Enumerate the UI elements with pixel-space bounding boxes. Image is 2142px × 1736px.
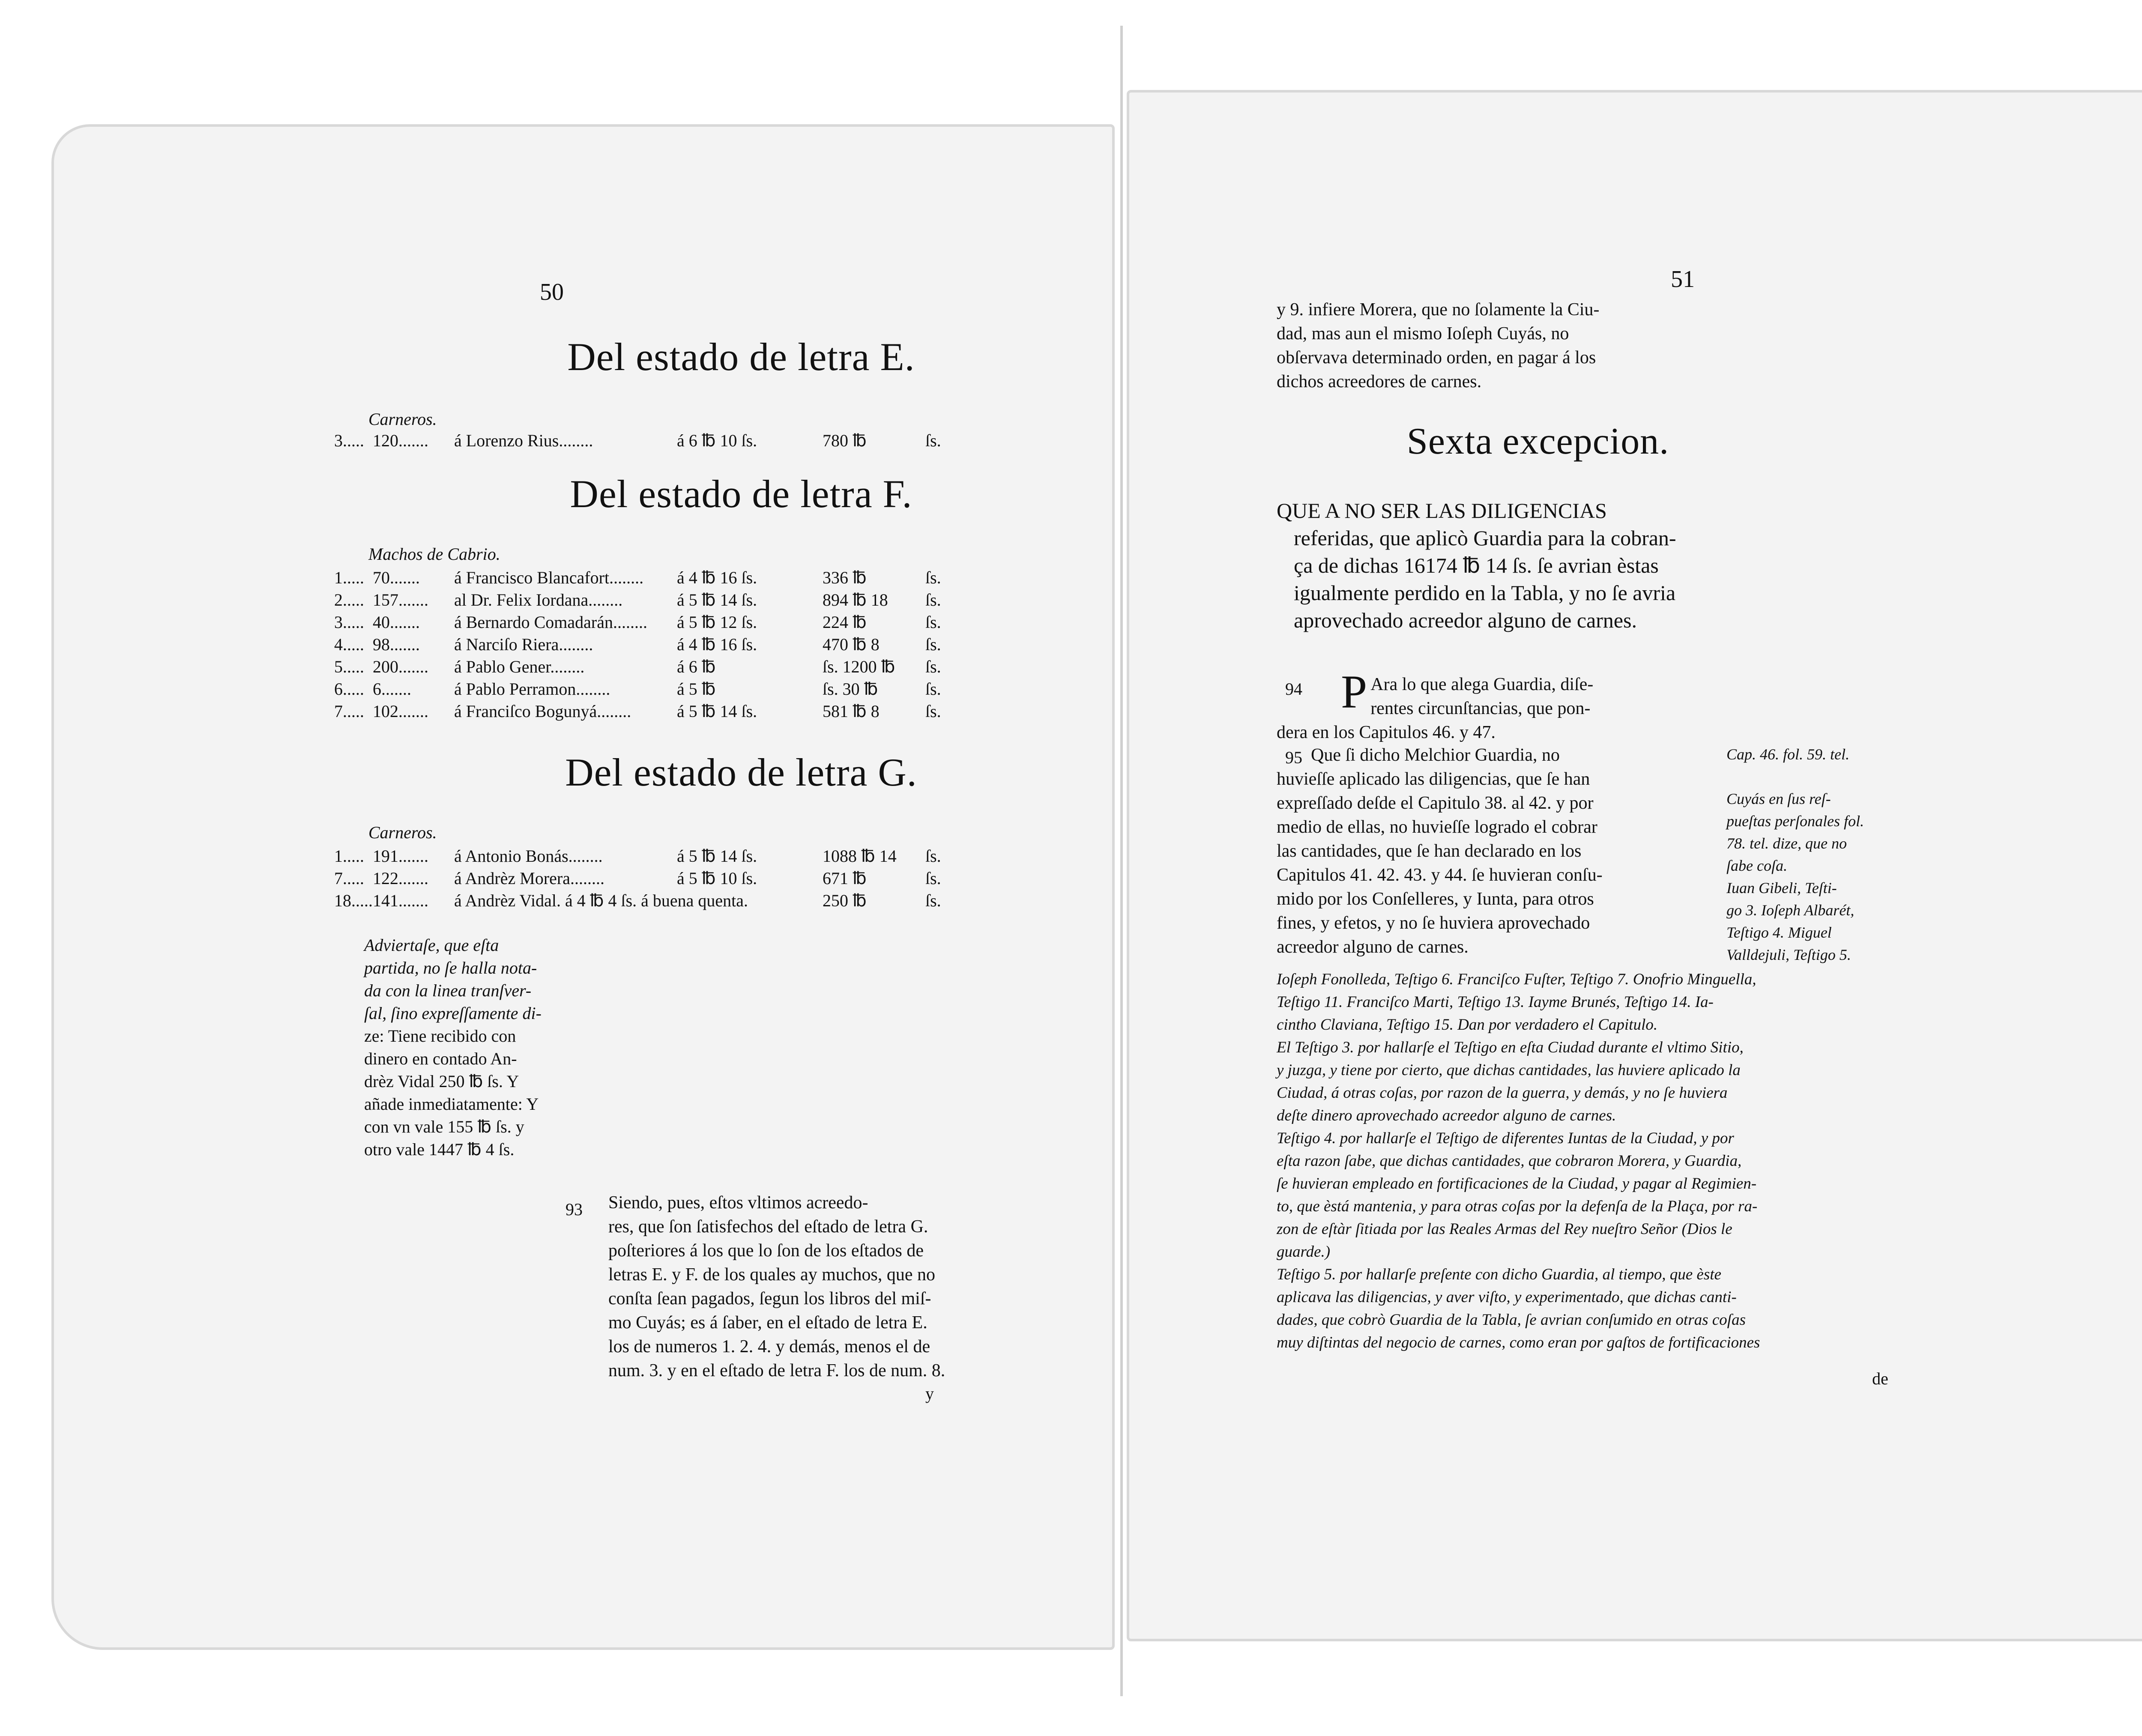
ledger-cell-total: 250 ℔	[823, 891, 867, 910]
section-title-f: Del estado de letra F.	[570, 472, 912, 516]
ledger-cell-qty: 40.......	[373, 613, 420, 632]
text-line: Ciudad, á otras coſas, por razon de la guerra, y demás, y no ſe huviera	[1277, 1084, 1728, 1102]
ledger-cell-total: 1088 ℔ 14	[823, 846, 897, 866]
margin-line: Teſtigo 4. Miguel	[1726, 924, 1832, 941]
text-line: Ara lo que alega Guardia, diſe-	[1370, 675, 1594, 694]
ledger-cell-total: 336 ℔	[823, 568, 867, 587]
note-line: con vn vale 155 ℔ ſs. y	[364, 1117, 524, 1136]
text-line: res, que ſon ſatisfechos del eſtado de letra G.	[608, 1217, 928, 1237]
ledger-cell-qty: 6.......	[373, 679, 411, 699]
text-line: deſte dinero aprovechado acreedor alguno de carnes.	[1277, 1107, 1616, 1124]
text-line: El Teſtigo 3. por hallarſe el Teſtigo en eſta Ciudad durante el vltimo Sitio,	[1277, 1039, 1744, 1056]
margin-line: Cap. 46. fol. 59. tel.	[1726, 746, 1849, 763]
ledger-cell-total: 894 ℔ 18	[823, 590, 888, 610]
text-line: muy diſtintas del negocio de carnes, como eran por gaſtos de fortificaciones	[1277, 1334, 1760, 1351]
ledger-cell-name: á Narciſo Riera........	[454, 635, 593, 654]
witness-testimony	[1277, 968, 1898, 1354]
margin-line: Iuan Gibeli, Teſti-	[1726, 879, 1837, 896]
ledger-cell-name: á Andrèz Morera........	[454, 869, 604, 888]
ledger-cell-total: ſs. 30 ℔	[823, 679, 878, 699]
ledger-cell-rate: á 4 ℔ 16 ſs.	[677, 568, 757, 587]
ledger-cell-name: á Pablo Perramon........	[454, 679, 610, 699]
margin-line: go 3. Ioſeph Albarét,	[1726, 902, 1855, 919]
ledger-cell-end: ſs.	[925, 702, 941, 721]
text-line: dades, que cobrò Guardia de la Tabla, ſe avrian conſumido en otras coſas	[1277, 1311, 1746, 1329]
ledger-cell-qty: 98.......	[373, 635, 420, 654]
note-line: da con la linea tranſver-	[364, 981, 532, 1000]
catchword: de	[1872, 1369, 1888, 1388]
text-line: obſervava determinado orden, en pagar á los	[1277, 348, 1596, 368]
ledger-cell-end: ſs.	[925, 590, 941, 610]
ledger-cell-rate: á 5 ℔ 12 ſs.	[677, 613, 757, 632]
ledger-cell-rate: á 4 ℔ 16 ſs.	[677, 635, 757, 654]
ledger-cell-end: ſs.	[925, 613, 941, 632]
ledger-cell-end: ſs.	[925, 431, 941, 450]
text-line: guarde.)	[1277, 1243, 1331, 1261]
ledger-cell-num: 4.....	[334, 635, 364, 654]
heading-line: igualmente perdido en la Tabla, y no ſe avria	[1294, 581, 1676, 605]
ledger-cell-num: 7.....	[334, 702, 364, 721]
ledger-cell-name: á Franciſco Bogunyá........	[454, 702, 631, 721]
ledger-cell-qty: 157.......	[373, 590, 428, 610]
ledger-cell-name: al Dr. Felix Iordana........	[454, 590, 623, 610]
text-line: fines, y efetos, y no ſe huviera aprovechado	[1277, 913, 1590, 933]
text-line: y juzga, y tiene por cierto, que dichas cantidades, las huviere aplicado la	[1277, 1061, 1741, 1079]
text-line: Que ſi dicho Melchior Guardia, no	[1311, 745, 1560, 765]
heading-line: ça de dichas 16174 ℔ 14 ſs. ſe avrian èstas	[1294, 553, 1659, 577]
text-line: acreedor alguno de carnes.	[1277, 937, 1469, 957]
section-title-g: Del estado de letra G.	[565, 750, 917, 794]
text-line: Siendo, pues, eſtos vltimos acreedo-	[608, 1193, 868, 1213]
category-label: Carneros.	[368, 823, 437, 842]
note-line: añade inmediatamente: Y	[364, 1094, 539, 1114]
ledger-cell-qty: 70.......	[373, 568, 420, 587]
paragraph-number: 95	[1285, 748, 1302, 767]
ledger-cell-rate: á 5 ℔	[677, 679, 716, 699]
note-line: partida, no ſe halla nota-	[364, 958, 537, 977]
catchword: y	[925, 1384, 934, 1403]
text-line: dad, mas aun el mismo Ioſeph Cuyás, no	[1277, 324, 1569, 344]
ledger-cell-end: ſs.	[925, 635, 941, 654]
ledger-cell-total: 780 ℔	[823, 431, 867, 450]
text-line: num. 3. y en el eſtado de letra F. los de num. 8.	[608, 1361, 945, 1380]
exception-heading	[1277, 497, 1748, 634]
ledger-cell-num: 1.....	[334, 846, 364, 866]
text-line: dera en los Capitulos 46. y 47.	[1277, 723, 1496, 742]
text-line: huvieſſe aplicado las diligencias, que ſe han	[1277, 769, 1590, 789]
text-line: Teſtigo 11. Franciſco Marti, Teſtigo 13. Iayme Brunés, Teſtigo 14. Ia-	[1277, 993, 1714, 1011]
ledger-cell-qty: 102.......	[373, 702, 428, 721]
note-line: otro vale 1447 ℔ 4 ſs.	[364, 1140, 515, 1159]
heading-line: QUE A NO SER LAS DILIGENCIAS	[1277, 499, 1607, 523]
paragraph-95	[1277, 743, 1696, 959]
ledger-cell-total: 224 ℔	[823, 613, 867, 632]
text-line: Capitulos 41. 42. 43. y 44. ſe huvieran conſu-	[1277, 865, 1603, 885]
text-line: expreſſado deſde el Capitulo 38. al 42. y por	[1277, 793, 1594, 813]
margin-line: 78. tel. dize, que no	[1726, 835, 1847, 852]
ledger-cell-rate: á 5 ℔ 14 ſs.	[677, 846, 757, 866]
note-line: dinero en contado An-	[364, 1049, 517, 1068]
text-line: Teſtigo 5. por hallarſe preſente con dicho Guardia, al tiempo, que èste	[1277, 1266, 1721, 1283]
ledger-cell-name: á Bernardo Comadarán........	[454, 613, 647, 632]
text-line: las cantidades, que ſe han declarado en los	[1277, 841, 1582, 861]
ledger-cell-rate: á 5 ℔ 14 ſs.	[677, 590, 757, 610]
text-line: Teſtigo 4. por hallarſe el Teſtigo de diferentes Iuntas de la Ciudad, y por	[1277, 1129, 1734, 1147]
ledger-cell-num: 3.....	[334, 431, 364, 450]
ledger-cell-end: ſs.	[925, 891, 941, 910]
continuation-text	[1277, 298, 1696, 394]
text-line: los de numeros 1. 2. 4. y demás, menos el de	[608, 1337, 930, 1357]
ledger-cell-name: á Andrèz Vidal. á 4 ℔ 4 ſs. á buena quenta.	[454, 891, 748, 910]
section-title: Sexta excepcion.	[1406, 421, 1669, 462]
ledger-cell-total: 581 ℔ 8	[823, 702, 880, 721]
ledger-cell-end: ſs.	[925, 679, 941, 699]
ledger-cell-qty: 191.......	[373, 846, 428, 866]
paragraph-94	[1277, 666, 1696, 744]
text-line: zon de eſtàr ſitiada por las Reales Armas del Rey nueſtro Señor (Dios le	[1277, 1220, 1732, 1238]
margin-references	[1726, 743, 1932, 966]
ledger-cell-qty: 200.......	[373, 657, 428, 676]
ledger-cell-name: á Lorenzo Rius........	[454, 431, 593, 450]
text-line: letras E. y F. de los quales ay muchos, que no	[608, 1265, 935, 1285]
heading-line: referidas, que aplicò Guardia para la cobran-	[1294, 526, 1676, 550]
note-line: Adviertaſe, que eſta	[364, 935, 499, 955]
text-line: ſe huvieran empleado en fortificaciones de la Ciudad, y pagar al Regimien-	[1277, 1175, 1757, 1192]
text-line: aplicava las diligencias, y aver viſto, y experimentado, que dichas canti-	[1277, 1288, 1737, 1306]
ledger-cell-qty: 122.......	[373, 869, 428, 888]
text-line: conſta ſean pagados, ſegun los libros del miſ-	[608, 1289, 931, 1309]
section-title-e: Del estado de letra E.	[567, 335, 915, 379]
ledger-cell-num: 2.....	[334, 590, 364, 610]
right-page	[1277, 266, 1945, 1422]
ledger-cell-end: ſs.	[925, 568, 941, 587]
ledger-cell-num: 7.....	[334, 869, 364, 888]
text-line: y 9. infiere Morera, que no ſolamente la Ciu-	[1277, 300, 1600, 320]
margin-line: Cuyás en ſus reſ-	[1726, 790, 1831, 807]
left-page	[334, 278, 968, 1435]
ledger-cell-rate: á 5 ℔ 14 ſs.	[677, 702, 757, 721]
ledger-cell-rate: á 6 ℔ 10 ſs.	[677, 431, 757, 450]
text-line: rentes circunſtancias, que pon-	[1370, 699, 1591, 718]
note-line: ſal, ſino expreſſamente di-	[364, 1004, 541, 1023]
page-number: 50	[540, 279, 564, 305]
text-line: poſteriores á los que lo ſon de los eſtados de	[608, 1241, 924, 1261]
drop-cap: P	[1341, 666, 1367, 718]
note-line: ze: Tiene recibido con	[364, 1026, 516, 1046]
ledger-cell-end: ſs.	[925, 846, 941, 866]
text-line: mido por los Conſelleres, y Iunta, para otros	[1277, 889, 1594, 909]
category-label: Machos de Cabrio.	[368, 544, 500, 564]
text-line: mo Cuyás; es á ſaber, en el eſtado de letra E.	[608, 1313, 927, 1333]
text-line: medio de ellas, no huvieſſe logrado el cobrar	[1277, 817, 1598, 837]
category-label: Carneros.	[368, 409, 437, 429]
margin-line	[1726, 765, 1932, 788]
text-line: to, que èstá mantenia, y para otras coſas por la defenſa de la Plaça, por ra-	[1277, 1198, 1758, 1215]
ledger-cell-end: ſs.	[925, 657, 941, 676]
text-line: dichos acreedores de carnes.	[1277, 372, 1482, 391]
ledger-cell-end: ſs.	[925, 869, 941, 888]
margin-line: ſabe coſa.	[1726, 857, 1787, 874]
ledger-cell-num: 3.....	[334, 613, 364, 632]
text-line: Ioſeph Fonolleda, Teſtigo 6. Franciſco Fuſter, Teſtigo 7. Onofrio Minguella,	[1277, 971, 1756, 988]
book-gutter	[1120, 26, 1123, 1696]
note-line: drèz Vidal 250 ℔ ſs. Y	[364, 1072, 519, 1091]
page-number: 51	[1671, 266, 1695, 293]
margin-line: Valldejuli, Teſtigo 5.	[1726, 946, 1851, 963]
marginal-note	[364, 934, 587, 1161]
text-line: eſta razon ſabe, que dichas cantidades, que cobraron Morera, y Guardia,	[1277, 1152, 1742, 1170]
ledger-cell-qty: 141.......	[373, 891, 428, 910]
margin-line: pueſtas perſonales fol.	[1726, 813, 1864, 830]
ledger-cell-num: 1.....	[334, 568, 364, 587]
ledger-cell-qty: 120.......	[373, 431, 428, 450]
ledger-cell-num: 18.....	[334, 891, 373, 910]
ledger-cell-total: ſs. 1200 ℔	[823, 657, 895, 676]
ledger-cell-name: á Pablo Gener........	[454, 657, 585, 676]
ledger-cell-num: 5.....	[334, 657, 364, 676]
ledger-cell-rate: á 5 ℔ 10 ſs.	[677, 869, 757, 888]
ledger-cell-total: 671 ℔	[823, 869, 867, 888]
paragraph-93	[608, 1191, 977, 1383]
paragraph-number: 94	[1285, 679, 1302, 699]
ledger-cell-num: 6.....	[334, 679, 364, 699]
ledger-cell-rate: á 6 ℔	[677, 657, 716, 676]
text-line: cintho Claviana, Teſtigo 15. Dan por verdadero el Capitulo.	[1277, 1016, 1657, 1034]
ledger-cell-name: á Francisco Blancafort........	[454, 568, 644, 587]
paragraph-number: 93	[565, 1200, 583, 1219]
ledger-cell-total: 470 ℔ 8	[823, 635, 880, 654]
heading-line: aprovechado acreedor alguno de carnes.	[1294, 608, 1637, 632]
ledger-cell-name: á Antonio Bonás........	[454, 846, 603, 866]
